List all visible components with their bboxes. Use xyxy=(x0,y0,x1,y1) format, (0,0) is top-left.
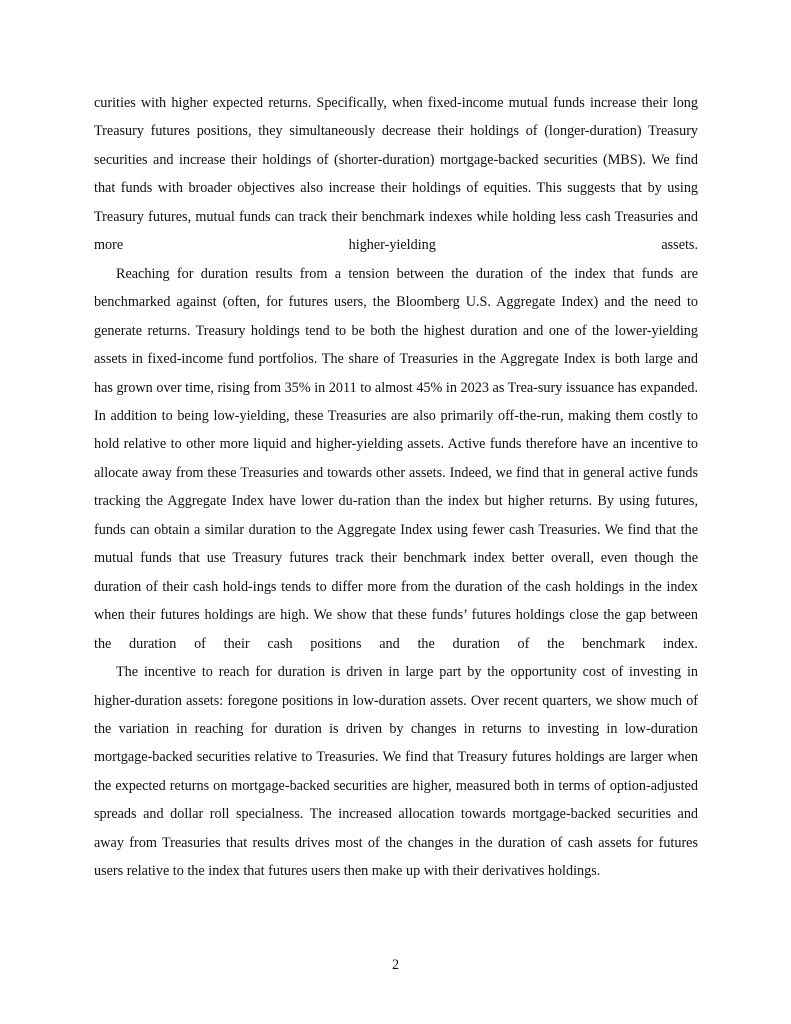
line: is both large and has grown over time, rising from 35% in 2011 to almost 45% in 2023 as Trea- xyxy=(94,351,698,396)
line: ration than the index but higher returns. By using futures, funds can obtain a similar duration to xyxy=(94,493,699,538)
line: much of the variation in reaching for duration is driven by changes in returns to investing in low- xyxy=(94,692,699,737)
line: with their derivatives holdings. xyxy=(423,863,601,880)
line: off-the-run, making them costly to hold relative to other more liquid and higher-yielding assets. xyxy=(94,407,698,453)
line: duration mortgage-backed securities relative to Treasuries. We find that Treasury futures holdings xyxy=(94,720,698,766)
line: are larger when the expected returns on mortgage-backed securities are higher, measured both in xyxy=(94,749,699,794)
paragraph-2 xyxy=(94,260,698,658)
line: Reaching for duration results from a tension between the duration of the index that funds are xyxy=(116,265,698,282)
line: Treasury securities and increase their holdings of (shorter-duration) mortgage-backed securities xyxy=(94,123,699,168)
line: suggests that by using Treasury futures, mutual funds can track their benchmark indexes while xyxy=(94,180,699,225)
line: (MBS). We find that funds with broader objectives also increase their holdings of equities. This xyxy=(94,151,698,197)
line: of their cash positions and the duration of the benchmark index. xyxy=(194,635,698,652)
line: futures track their benchmark index better overall, even though the duration of their cash hold- xyxy=(94,550,699,595)
line: higher-duration assets: foregone positions in low-duration assets. Over recent quarters, we show xyxy=(94,692,647,709)
line: holdings are high. We show that these funds’ futures holdings close the gap between the duration xyxy=(94,607,699,652)
line: ings tends to differ more from the duration of the cash holdings in the index when their futures xyxy=(94,578,698,624)
line: mortgage-backed securities and away from Treasuries that results drives most of the changes in xyxy=(94,806,699,851)
line: yielding assets in fixed-income fund portfolios. The share of Treasuries in the Aggregate Index xyxy=(94,322,698,368)
line: The incentive to reach for duration is driven in large part by the opportunity cost of investing in xyxy=(116,664,698,681)
line: Active funds therefore have an incentive to allocate away from these Treasuries and towards other xyxy=(94,436,699,481)
page-number: 2 xyxy=(391,957,400,973)
line: sury issuance has expanded. In addition to being low-yielding, these Treasuries are also primarily xyxy=(94,379,698,424)
line: assets. Indeed, we find that in general active funds tracking the Aggregate Index have lower du- xyxy=(94,464,699,510)
paragraph-3 xyxy=(94,658,698,886)
line: curities with higher expected returns. Specifically, when fixed-income mutual funds increase their xyxy=(94,95,668,111)
line: long Treasury futures positions, they simultaneously decrease their holdings of (longer-duration) xyxy=(94,95,698,140)
line: the duration of cash assets for futures users relative to the index that futures users then make up xyxy=(94,834,698,880)
line: the Aggregate Index using fewer cash Treasuries. We find that the mutual funds that use Treasury xyxy=(94,521,699,567)
line: terms of option-adjusted spreads and dollar roll specialness. The increased allocation towards xyxy=(94,777,698,823)
line: benchmarked against (often, for futures users, the Bloomberg U.S. Aggregate Index) and the need xyxy=(94,294,681,311)
line: to generate returns. Treasury holdings tend to be both the highest duration and one of the lower- xyxy=(94,294,698,339)
paragraph-1 xyxy=(94,89,698,260)
body-text xyxy=(94,89,698,886)
line: holding less cash Treasuries and more higher-yielding assets. xyxy=(94,208,698,254)
